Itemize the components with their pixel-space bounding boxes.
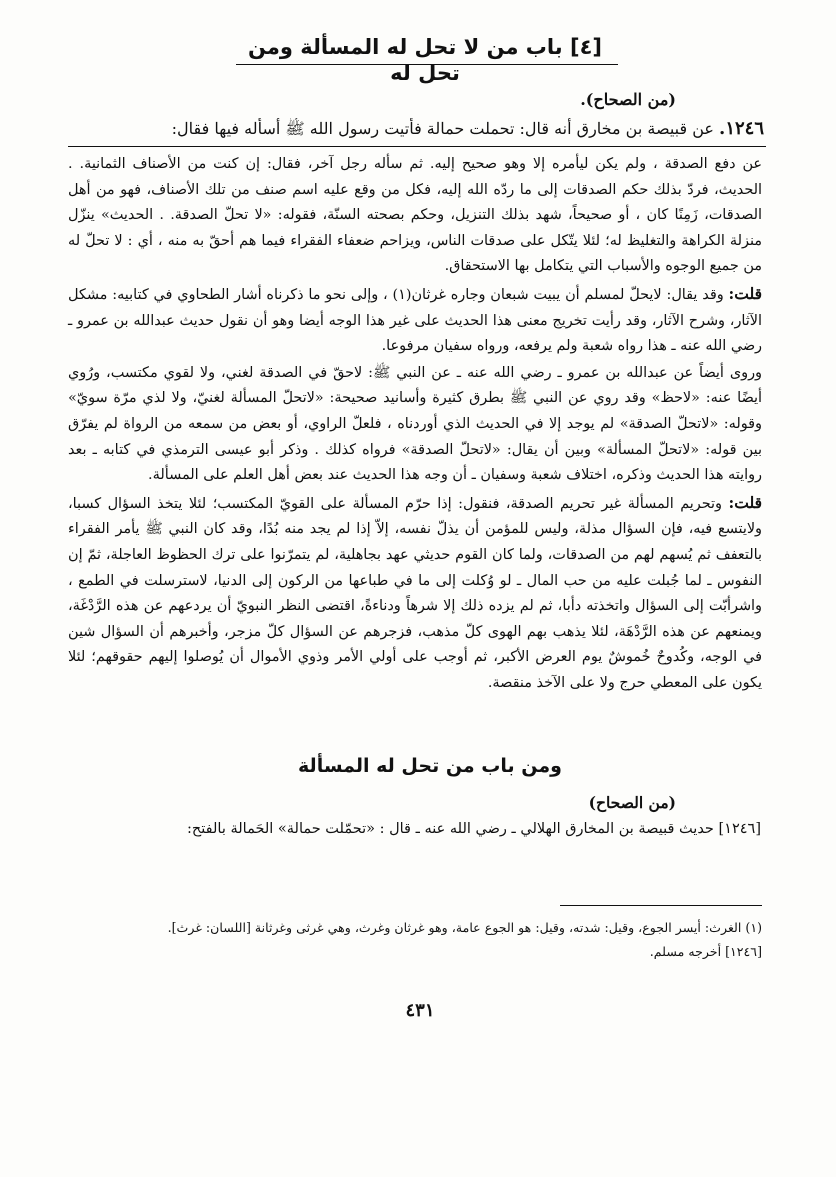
footnotes (68, 916, 762, 964)
section-title: ومن باب من تحل له المسألة (298, 755, 562, 777)
footnote: (١) الغرث: أيسر الجوع، وقيل: شدته، وقيل: هو الجوع عامة، وهو غرثان وغرث، وهي غرثى وغرثانة [اللسان: غرث]. (167, 920, 762, 935)
hadith-line (68, 118, 764, 140)
source-label: (من الصحاح) (588, 793, 676, 812)
chapter-title: [٤] باب من لا تحل له المسألة ومن تحل له (248, 35, 602, 85)
qultu-label: قلت: (728, 283, 762, 303)
commentary-paragraph (68, 281, 762, 360)
source-label: (من الصحاح). (580, 90, 676, 109)
title-underline (236, 64, 618, 65)
commentary-paragraph (68, 490, 762, 697)
footnote: [١٢٤٦] أخرجه مسلم. (649, 944, 762, 959)
hadith-line: [١٢٤٦] حديث قبيصة بن المخارق الهلالي ـ رضي الله عنه ـ قال : «تحمّلت حمالة» الحَمالة بالفتح: (187, 821, 761, 837)
qultu-label: قلت: (728, 492, 762, 512)
commentary-paragraph: وروى أيضاً عن عبدالله بن عمرو ـ رضي الله عنه ـ عن النبي ﷺ: لاحقّ في الصدقة لغني، ولا لقوي مكتسب، ورُوي أيضًا عنه: «لاحظ» وقد روي عن النبي ﷺ بطرق كثيرة وأسانيد صحيحة: «لاتحلّ المسألة لغنيّ، ولا لذي مرّة سويّ» وقوله: «لاتحلّ الصدقة» لم يوجد إلا في الحديث الذي أوردناه ، فلعلّ الراوي، أو بعض من سمعه من الرواة لم يفرّق بين قوله: «لاتحلّ المسألة» وبين أن يقال: «لاتحلّ الصدقة» فرواه كذلك . وذكر أبو عيسى الترمذي في كتابه ـ بعد روايته هذا الحديث وذكره، اختلاف شعبة وسفيان ـ أن وجه هذا الحديث عند بعض أهل العلم على المسألة. (68, 364, 762, 484)
footnote-divider (560, 905, 762, 906)
page-number: ٤٣١ (405, 1000, 435, 1021)
commentary-paragraph: عن دفع الصدقة ، ولم يكن ليأمره إلا وهو صحيح إليه. ثم سأله رجل آخر، فقال: إن كنت من الأصناف الثمانية. . الحديث، فردّ بذلك حكم الصدقات إلى ما ردّه الله إليه، فكل من وقع عليه اسم صنف من تلك الأصناف، فهو من أهل الصدقات، زَمِنًا كان ، أو صحيحاً، شهد بذلك التنزيل، وحكم بصحته السنّة، فقوله: «لا تحلّ الصدقة. . الحديث» ينزّل منزلة الكراهة والتغليظ له؛ لئلا يتّكل على صدقات الناس، ويزاحم ضعفاء الفقراء فيما هم أحقّ به منه ، أي : لا تحلّ له من جميع الوجوه والأسباب التي يتكامل بها الاستحقاق. (68, 156, 762, 275)
text-divider (68, 146, 766, 147)
paragraph-text: وقد يقال: لايحلّ لمسلم أن يبيت شبعان وجاره غرثان(١) ، وإلى نحو ما ذكرناه أشار الطحاوي في كتابيه: مشكل الآثار، وشرح الآثار، وقد رأيت تخريج معنى هذا الحديث على غير هذا الوجه أيضا وهو أن نقول حديث عبدالله بن عمرو ـ رضي الله عنه ـ هذا رواه شعبة ولم يرفعه، ورواه سفيان مرفوعا. (68, 286, 762, 355)
hadith-text: عن قبيصة بن مخارق أنه قال: تحملت حمالة فأتيت رسول الله ﷺ أسأله فيها فقال: (171, 119, 714, 138)
paragraph-text: وتحريم المسألة غير تحريم الصدقة، فنقول: إذا حرّم المسألة على القويّ المكتسب؛ لئلا يتخذ السؤال كسبا، ولايتسع فيه، فإن السؤال مذلة، وليس للمؤمن أن يذلّ نفسه، إلاّ إذا لم يجد منه بُدًا، وقد كان النبي ﷺ يأمر الفقراء بالتعفف ثم يُسهم لهم من الصدقات، ولما كان القوم حديثي عهد بجاهلية، لم يتمرّنوا على ترك الحظوظ العاجلة، ثمّ إن النفوس ـ لما جُبلت عليه من حب المال ـ لو وُكلت إلى ما في طباعها من الركون إلى الدنيا، لاسترسلت في الطمع ، واشرأبّت إلى السؤال واتخذته دأبا، ثم لم يزده ذلك إلا شرهاً ودناءةً، اقتضى النظر النبويّ أن يردعهم عن هذه الرَّدْغَة، ويمنعهم عن هذه الرَّدْهَة، لئلا يذهب بهم الهوى كلّ مذهب، فزجرهم عن السؤال كلّ مزجر، وأخبرهم أن السؤال شين في الوجه، وكُدوحٌ خُموشٌ يوم العرض الأكبر، ثم أوجب على أولي الأمر وذوي الأموال أن يُوصلوا إليهم حقوقهم؛ لئلا يكون على المعطي حرج ولا على الآخذ منقصة. (68, 495, 762, 691)
commentary-body (68, 152, 762, 697)
hadith-number: ١٢٤٦. (719, 118, 764, 139)
